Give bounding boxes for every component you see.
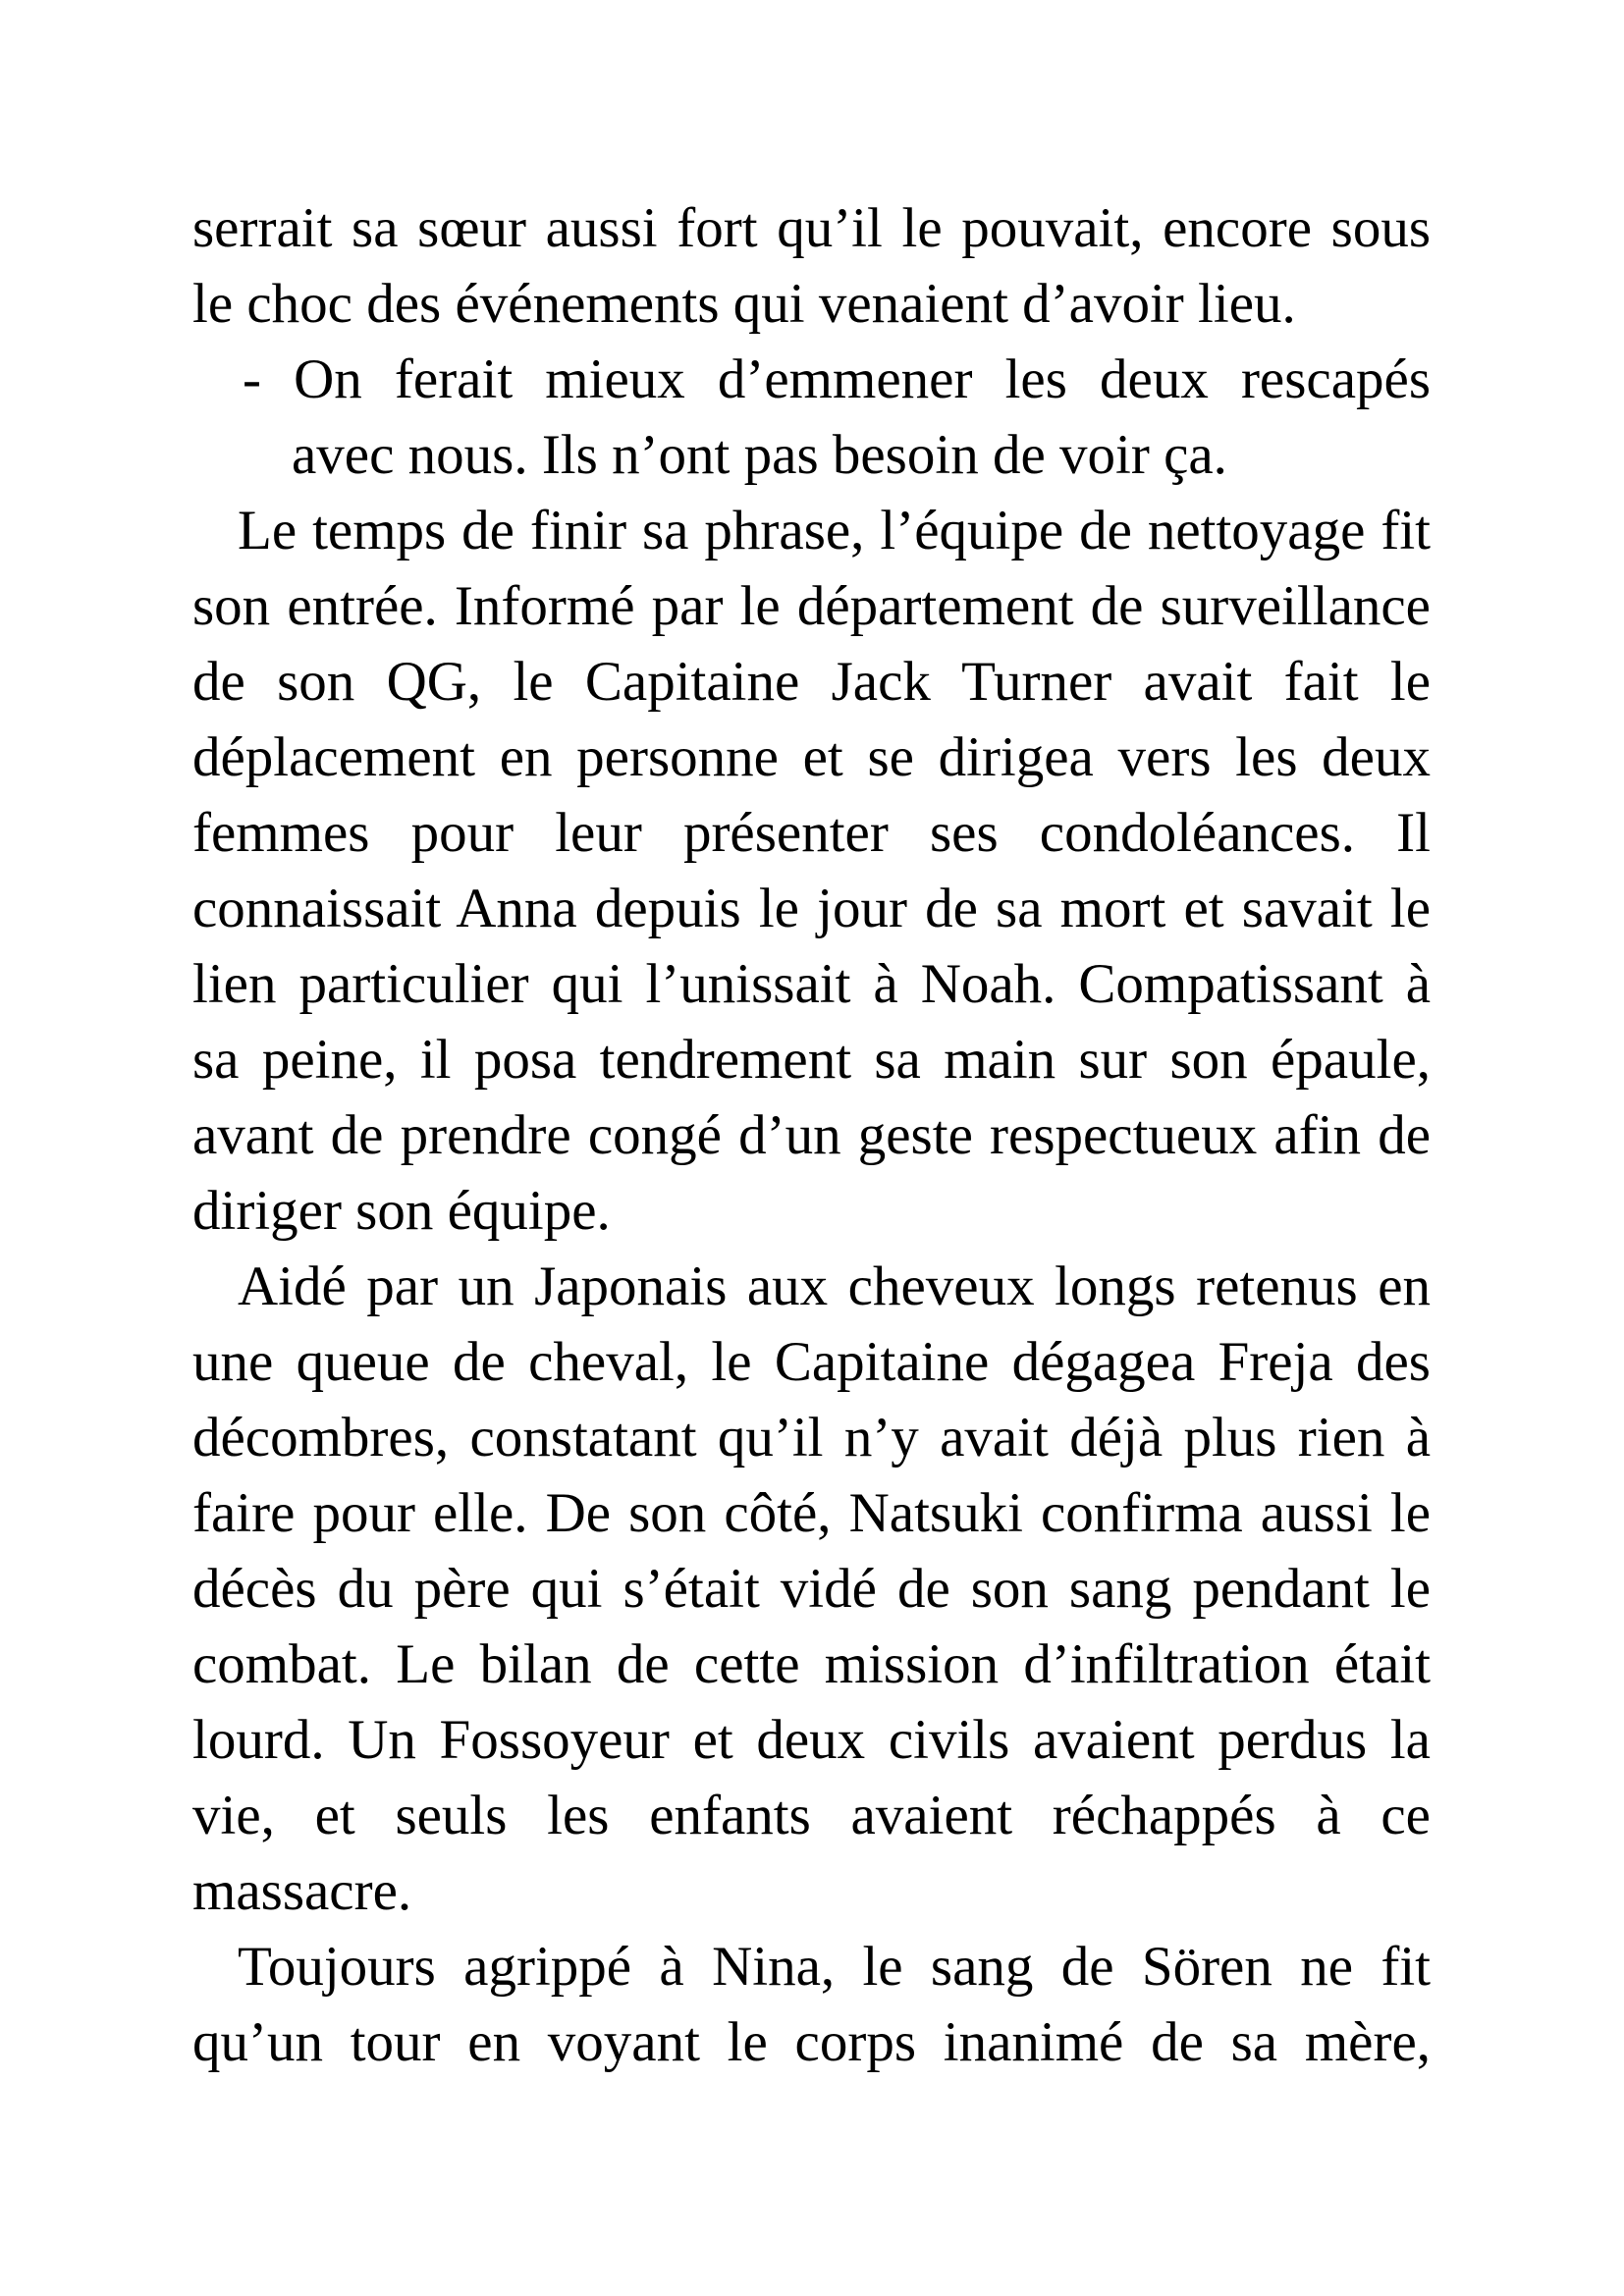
text-line: Aidé par un Japonais aux cheveux longs retenus en — [238, 1255, 1431, 1317]
text-line: avec nous. Ils n’ont pas besoin de voir ça. — [292, 424, 1227, 486]
text-line: Le temps de finir sa phrase, l’équipe de nettoyage fit — [238, 500, 1431, 561]
text-line: femmes pour leur présenter ses condoléances. Il — [192, 802, 1431, 864]
text-line: avant de prendre congé d’un geste respectueux afin de — [192, 1104, 1431, 1166]
paragraph — [192, 190, 1431, 342]
text-line: qu’un tour en voyant le corps inanimé de sa mère, — [192, 2011, 1431, 2073]
text-line: sa peine, il posa tendrement sa main sur son épaule, — [192, 1029, 1431, 1091]
paragraph — [192, 493, 1431, 1249]
text-line: décès du père qui s’était vidé de son sang pendant le — [192, 1558, 1431, 1620]
text-line: son entrée. Informé par le département de surveillance — [192, 575, 1431, 637]
paragraph — [192, 1929, 1431, 2080]
text-line: lien particulier qui l’unissait à Noah. Compatissant à — [192, 953, 1431, 1015]
text-line: massacre. — [192, 1860, 412, 1922]
text-block — [192, 190, 1431, 2080]
text-line: le choc des événements qui venaient d’avoir lieu. — [192, 273, 1296, 335]
text-line: lourd. Un Fossoyeur et deux civils avaient perdus la — [192, 1709, 1431, 1771]
text-line: diriger son équipe. — [192, 1180, 611, 1242]
paragraph — [192, 342, 1431, 493]
text-line: combat. Le bilan de cette mission d’infiltration était — [192, 1633, 1431, 1695]
text-line: Toujours agrippé à Nina, le sang de Sören ne fit — [238, 1936, 1431, 1998]
text-line: serrait sa sœur aussi fort qu’il le pouvait, encore sous — [192, 197, 1431, 259]
text-line: faire pour elle. De son côté, Natsuki confirma aussi le — [192, 1482, 1431, 1544]
text-line: connaissait Anna depuis le jour de sa mort et savait le — [192, 878, 1431, 939]
text-line: vie, et seuls les enfants avaient réchappés à ce — [192, 1785, 1431, 1846]
text-line: - On ferait mieux d’emmener les deux rescapés — [243, 348, 1431, 410]
paragraph — [192, 1249, 1431, 1929]
text-line: décombres, constatant qu’il n’y avait déjà plus rien à — [192, 1407, 1431, 1468]
text-line: une queue de cheval, le Capitaine dégagea Freja des — [192, 1331, 1431, 1393]
text-line: déplacement en personne et se dirigea vers les deux — [192, 726, 1431, 788]
text-line: de son QG, le Capitaine Jack Turner avait fait le — [192, 651, 1431, 713]
